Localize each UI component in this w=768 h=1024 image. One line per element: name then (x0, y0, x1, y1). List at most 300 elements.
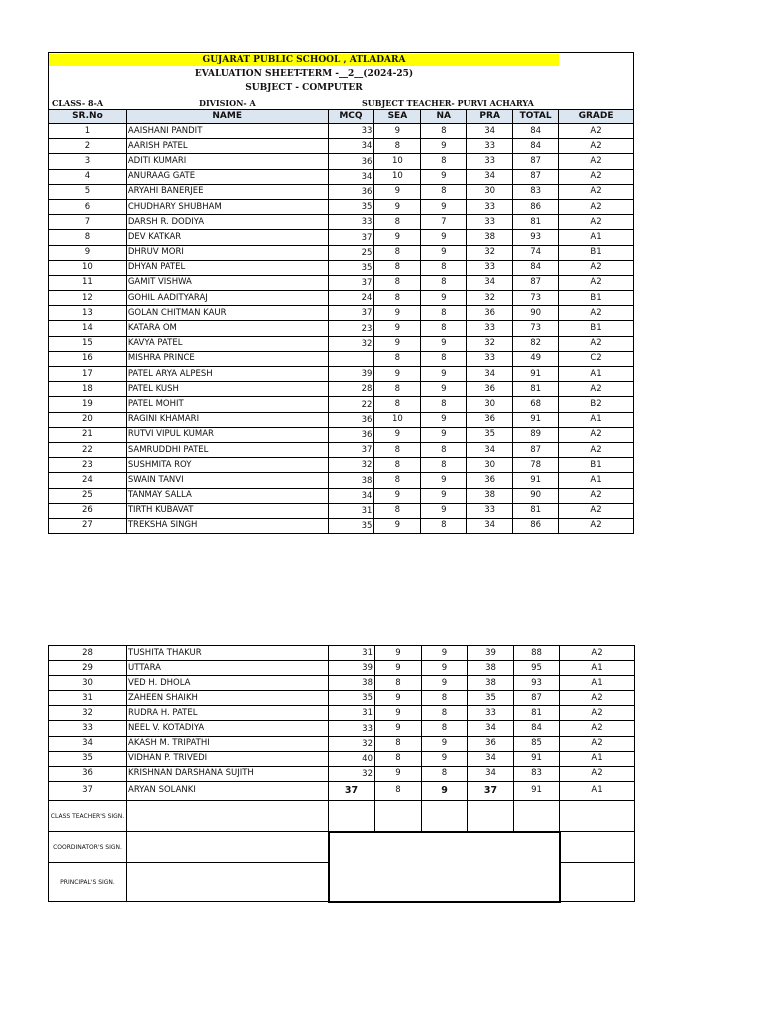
sea-cell: 8 (374, 442, 421, 457)
name-cell: VED H. DHOLA (127, 676, 329, 691)
total-cell: 93 (513, 230, 559, 245)
pra-cell: 30 (467, 397, 513, 412)
na-cell: 8 (422, 706, 468, 721)
mcq-cell: 31 (329, 646, 375, 661)
pra-cell: 36 (468, 736, 514, 751)
mcq-cell: 37 (328, 442, 374, 457)
total-cell: 84 (513, 260, 559, 275)
coordinator-sign-box[interactable] (127, 832, 329, 863)
na-cell: 9 (421, 230, 467, 245)
grade-cell: B1 (559, 291, 634, 306)
table-row (49, 518, 634, 533)
sr-cell: 18 (49, 382, 127, 397)
table-row (49, 367, 634, 382)
na-cell: 8 (421, 442, 467, 457)
pra-cell: 36 (467, 473, 513, 488)
class-teacher-sign-label: CLASS TEACHER'S SIGN. (49, 800, 127, 832)
sr-cell: 28 (49, 646, 127, 661)
coordinator-sign-row (49, 832, 635, 863)
sr-cell: 22 (49, 442, 127, 457)
total-cell: 73 (513, 291, 559, 306)
mcq-cell: 28 (328, 382, 374, 397)
total-cell: 87 (514, 691, 560, 706)
pra-cell: 34 (467, 275, 513, 290)
sea-cell: 9 (374, 427, 421, 442)
table-row (49, 661, 635, 676)
mcq-cell: 35 (328, 260, 374, 275)
pra-cell: 38 (467, 488, 513, 503)
grade-cell: A2 (559, 518, 634, 533)
table-row (49, 721, 635, 736)
total-cell: 91 (513, 412, 559, 427)
table-row (49, 260, 634, 275)
pra-cell: 35 (467, 427, 513, 442)
sr-cell: 2 (49, 139, 127, 154)
name-cell: DHYAN PATEL (126, 260, 328, 275)
na-cell: 9 (421, 245, 467, 260)
sr-cell: 20 (49, 412, 127, 427)
name-cell: KAVYA PATEL (126, 336, 328, 351)
sea-cell: 8 (375, 676, 422, 691)
pra-cell: 30 (467, 458, 513, 473)
name-cell: AAISHANI PANDIT (126, 124, 328, 139)
subject-title: SUBJECT - COMPUTER (245, 83, 363, 93)
na-cell: 9 (422, 736, 468, 751)
grade-cell: A1 (560, 751, 635, 766)
grade-cell: A2 (559, 199, 634, 214)
total-cell: 81 (513, 382, 559, 397)
sea-cell: 9 (374, 367, 421, 382)
grade-cell: A2 (559, 306, 634, 321)
sr-cell: 4 (49, 169, 127, 184)
na-cell: 9 (422, 676, 468, 691)
mcq-cell: 40 (329, 751, 375, 766)
total-cell: 81 (513, 215, 559, 230)
table-row (49, 124, 634, 139)
sr-cell: 11 (49, 275, 127, 290)
column-header-pra: PRA (467, 110, 513, 124)
grade-cell: A2 (560, 646, 635, 661)
total-cell: 87 (513, 169, 559, 184)
name-cell: RUTVI VIPUL KUMAR (126, 427, 328, 442)
name-cell: DARSH R. DODIYA (126, 215, 328, 230)
sea-cell: 9 (374, 336, 421, 351)
mcq-cell: 35 (328, 518, 374, 533)
class-label: CLASS- 8-A (52, 98, 104, 108)
column-header-mcq: MCQ (328, 110, 374, 124)
sr-cell: 23 (49, 458, 127, 473)
principal-sign-box[interactable] (127, 863, 329, 902)
sea-cell: 8 (374, 458, 421, 473)
sr-cell: 24 (49, 473, 127, 488)
total-cell: 91 (513, 473, 559, 488)
na-cell: 8 (422, 691, 468, 706)
column-header-sea: SEA (374, 110, 421, 124)
column-header-row (49, 110, 634, 124)
sr-cell: 14 (49, 321, 127, 336)
sr-cell: 36 (49, 766, 127, 781)
sr-cell: 12 (49, 291, 127, 306)
name-cell: VIDHAN P. TRIVEDI (127, 751, 329, 766)
mcq-cell: 38 (329, 676, 375, 691)
name-cell: RAGINI KHAMARI (126, 412, 328, 427)
mcq-cell: 24 (328, 291, 374, 306)
total-cell: 49 (513, 351, 559, 366)
name-cell: SUSHMITA ROY (126, 458, 328, 473)
column-header-name: NAME (126, 110, 328, 124)
total-cell: 87 (513, 275, 559, 290)
na-cell: 9 (422, 661, 468, 676)
name-cell: ADITI KUMARI (126, 154, 328, 169)
pra-cell: 37 (468, 781, 514, 800)
pra-cell: 38 (468, 676, 514, 691)
na-cell: 9 (421, 139, 467, 154)
sea-cell: 9 (374, 321, 421, 336)
sr-cell: 32 (49, 706, 127, 721)
grade-cell: A2 (559, 275, 634, 290)
evaluation-sheet (48, 52, 634, 534)
table-row (49, 473, 634, 488)
sea-cell: 9 (375, 691, 422, 706)
na-cell: 8 (421, 458, 467, 473)
total-cell: 84 (514, 721, 560, 736)
mcq-cell: 37 (328, 275, 374, 290)
sea-cell: 8 (374, 139, 421, 154)
pra-cell: 38 (467, 230, 513, 245)
na-cell: 8 (421, 275, 467, 290)
grade-cell: A1 (560, 676, 635, 691)
table-row (49, 245, 634, 260)
pra-cell: 34 (467, 367, 513, 382)
total-cell: 83 (513, 184, 559, 199)
sea-cell: 8 (374, 503, 421, 518)
na-cell: 8 (422, 766, 468, 781)
table-row (49, 503, 634, 518)
pra-cell: 33 (467, 321, 513, 336)
total-cell: 82 (513, 336, 559, 351)
class-teacher-sign-row (49, 800, 635, 832)
name-cell: SWAIN TANVI (126, 473, 328, 488)
sr-cell: 5 (49, 184, 127, 199)
table-row (49, 736, 635, 751)
sea-cell: 9 (374, 488, 421, 503)
pra-cell: 34 (467, 518, 513, 533)
grade-cell: B1 (559, 321, 634, 336)
name-cell: CHUDHARY SHUBHAM (126, 199, 328, 214)
table-row (49, 751, 635, 766)
name-cell: ZAHEEN SHAIKH (127, 691, 329, 706)
total-cell: 84 (513, 139, 559, 154)
grade-cell: B1 (559, 245, 634, 260)
table-row (49, 321, 634, 336)
sr-cell: 31 (49, 691, 127, 706)
na-cell: 9 (421, 503, 467, 518)
total-cell: 95 (514, 661, 560, 676)
mcq-cell: 35 (328, 199, 374, 214)
na-cell: 8 (421, 260, 467, 275)
sr-cell: 29 (49, 661, 127, 676)
grade-cell: A2 (560, 721, 635, 736)
sea-cell: 9 (375, 661, 422, 676)
grade-cell: A1 (559, 412, 634, 427)
sr-cell: 34 (49, 736, 127, 751)
na-cell: 7 (421, 215, 467, 230)
total-cell: 68 (513, 397, 559, 412)
na-cell: 9 (421, 427, 467, 442)
grade-cell: A2 (559, 139, 634, 154)
name-cell: TANMAY SALLA (126, 488, 328, 503)
grade-cell: A2 (559, 154, 634, 169)
pra-cell: 33 (467, 260, 513, 275)
table-row (49, 184, 634, 199)
mcq-cell: 34 (328, 169, 374, 184)
pra-cell: 33 (467, 154, 513, 169)
sea-cell: 9 (374, 306, 421, 321)
table-row (49, 646, 635, 661)
sr-cell: 27 (49, 518, 127, 533)
mcq-cell: 23 (328, 321, 374, 336)
sr-cell: 13 (49, 306, 127, 321)
mcq-cell: 32 (328, 336, 374, 351)
grade-cell: A1 (560, 781, 635, 800)
sr-cell: 33 (49, 721, 127, 736)
total-cell: 88 (514, 646, 560, 661)
pra-cell: 34 (468, 751, 514, 766)
grade-cell: A2 (559, 215, 634, 230)
column-header-srno: SR.No (49, 110, 127, 124)
name-cell: ANURAAG GATE (126, 169, 328, 184)
sr-cell: 21 (49, 427, 127, 442)
na-cell: 9 (421, 336, 467, 351)
sea-cell: 8 (374, 245, 421, 260)
na-cell: 9 (421, 367, 467, 382)
total-cell: 91 (514, 781, 560, 800)
pra-cell: 33 (467, 215, 513, 230)
name-cell: GOLAN CHITMAN KAUR (126, 306, 328, 321)
name-cell: KRISHNAN DARSHANA SUJITH (127, 766, 329, 781)
mcq-cell: 36 (328, 412, 374, 427)
table-row (49, 291, 634, 306)
sheet-header (48, 52, 634, 109)
name-cell: PATEL MOHIT (126, 397, 328, 412)
sr-cell: 16 (49, 351, 127, 366)
table-row (49, 169, 634, 184)
sr-cell: 19 (49, 397, 127, 412)
pra-cell: 32 (467, 336, 513, 351)
mcq-cell: 37 (328, 230, 374, 245)
principal-sign-label: PRINCIPAL'S SIGN. (49, 863, 127, 902)
table-row-last (49, 781, 635, 800)
table-row (49, 336, 634, 351)
table-row (49, 766, 635, 781)
sea-cell: 9 (375, 706, 422, 721)
sea-cell: 8 (374, 473, 421, 488)
pra-cell: 33 (467, 199, 513, 214)
grade-cell: A2 (559, 260, 634, 275)
na-cell: 9 (422, 781, 468, 800)
na-cell: 8 (421, 518, 467, 533)
mcq-cell: 32 (329, 736, 375, 751)
pra-cell: 32 (467, 291, 513, 306)
mcq-cell: 34 (328, 139, 374, 154)
sea-cell: 10 (374, 154, 421, 169)
sr-cell: 15 (49, 336, 127, 351)
grade-cell: B1 (559, 458, 634, 473)
column-header-grade: GRADE (559, 110, 634, 124)
name-cell: PATEL KUSH (126, 382, 328, 397)
sr-cell: 35 (49, 751, 127, 766)
name-cell: TIRTH KUBAVAT (126, 503, 328, 518)
sr-cell: 30 (49, 676, 127, 691)
table-row (49, 706, 635, 721)
total-cell: 87 (513, 442, 559, 457)
coordinator-sign-label: COORDINATOR'S SIGN. (49, 832, 127, 863)
grade-cell: A2 (560, 691, 635, 706)
sr-cell: 3 (49, 154, 127, 169)
total-cell: 86 (513, 518, 559, 533)
sea-cell: 8 (374, 260, 421, 275)
grade-cell: A2 (559, 427, 634, 442)
table-row (49, 458, 634, 473)
sea-cell: 9 (374, 518, 421, 533)
na-cell: 8 (422, 721, 468, 736)
na-cell: 8 (421, 184, 467, 199)
mcq-cell: 31 (328, 503, 374, 518)
total-cell: 91 (514, 751, 560, 766)
mcq-cell: 34 (328, 488, 374, 503)
pra-cell: 30 (467, 184, 513, 199)
name-cell: AARISH PATEL (126, 139, 328, 154)
mcq-cell: 38 (328, 473, 374, 488)
table-row (49, 199, 634, 214)
name-cell: TUSHITA THAKUR (127, 646, 329, 661)
pra-cell: 36 (467, 306, 513, 321)
total-cell: 81 (514, 706, 560, 721)
name-cell: SAMRUDDHI PATEL (126, 442, 328, 457)
na-cell: 9 (422, 751, 468, 766)
mcq-cell: 36 (328, 154, 374, 169)
pra-cell: 35 (468, 691, 514, 706)
grade-cell: A2 (559, 442, 634, 457)
name-cell: ARYAN SOLANKI (127, 781, 329, 800)
total-cell: 73 (513, 321, 559, 336)
division-label: DIVISION- A (199, 98, 256, 108)
pra-cell: 34 (468, 721, 514, 736)
grade-cell: A2 (559, 503, 634, 518)
grade-cell: B2 (559, 397, 634, 412)
total-cell: 90 (513, 306, 559, 321)
grade-cell: A2 (559, 336, 634, 351)
mcq-cell: 36 (328, 184, 374, 199)
total-cell: 86 (513, 199, 559, 214)
grade-cell: A2 (560, 736, 635, 751)
total-cell: 81 (513, 503, 559, 518)
sea-cell: 8 (374, 291, 421, 306)
total-cell: 90 (513, 488, 559, 503)
grade-cell: A2 (559, 184, 634, 199)
pra-cell: 36 (467, 382, 513, 397)
name-cell: GAMIT VISHWA (126, 275, 328, 290)
sea-cell: 8 (375, 751, 422, 766)
na-cell: 8 (421, 124, 467, 139)
table-row (49, 412, 634, 427)
table-row (49, 230, 634, 245)
na-cell: 9 (421, 199, 467, 214)
grade-cell: A1 (559, 473, 634, 488)
mcq-cell: 33 (329, 721, 375, 736)
total-cell: 84 (513, 124, 559, 139)
mcq-cell: 31 (329, 706, 375, 721)
sea-cell: 9 (374, 124, 421, 139)
sea-cell: 9 (375, 646, 422, 661)
table-row (49, 154, 634, 169)
table-row (49, 139, 634, 154)
mcq-cell: 32 (328, 458, 374, 473)
pra-cell: 38 (468, 661, 514, 676)
pra-cell: 33 (467, 139, 513, 154)
pra-cell: 33 (467, 351, 513, 366)
grade-cell: A2 (559, 382, 634, 397)
mcq-cell: 36 (328, 427, 374, 442)
table-row (49, 397, 634, 412)
class-teacher-sign-box[interactable] (127, 800, 329, 832)
name-cell: RUDRA H. PATEL (127, 706, 329, 721)
mcq-cell: 32 (329, 766, 375, 781)
table-row (49, 442, 634, 457)
pra-cell: 34 (467, 169, 513, 184)
name-cell: PATEL ARYA ALPESH (126, 367, 328, 382)
na-cell: 9 (421, 412, 467, 427)
sr-cell: 6 (49, 199, 127, 214)
table-row (49, 382, 634, 397)
total-cell: 91 (513, 367, 559, 382)
marks-table-page2 (48, 645, 635, 903)
mcq-cell: 39 (328, 367, 374, 382)
sea-cell: 10 (374, 412, 421, 427)
mcq-cell: 39 (329, 661, 375, 676)
sr-cell: 8 (49, 230, 127, 245)
na-cell: 8 (421, 306, 467, 321)
sr-cell: 26 (49, 503, 127, 518)
grade-cell: A2 (559, 488, 634, 503)
mcq-cell (328, 351, 374, 366)
sea-cell: 8 (374, 382, 421, 397)
na-cell: 9 (422, 646, 468, 661)
na-cell: 8 (421, 154, 467, 169)
grade-cell: A2 (560, 766, 635, 781)
mcq-cell: 33 (328, 215, 374, 230)
na-cell: 9 (421, 382, 467, 397)
sr-cell: 7 (49, 215, 127, 230)
grade-cell: A2 (559, 169, 634, 184)
sea-cell: 9 (375, 766, 422, 781)
na-cell: 8 (421, 321, 467, 336)
pra-cell: 33 (467, 503, 513, 518)
sea-cell: 8 (374, 351, 421, 366)
mcq-cell: 35 (329, 691, 375, 706)
name-cell: ARYAHI BANERJEE (126, 184, 328, 199)
sea-cell: 8 (374, 397, 421, 412)
sea-cell: 9 (375, 721, 422, 736)
table-row (49, 691, 635, 706)
pra-cell: 34 (467, 124, 513, 139)
sea-cell: 8 (374, 215, 421, 230)
pra-cell: 34 (467, 442, 513, 457)
total-cell: 85 (514, 736, 560, 751)
na-cell: 9 (421, 291, 467, 306)
sr-cell: 10 (49, 260, 127, 275)
mcq-cell: 37 (328, 306, 374, 321)
